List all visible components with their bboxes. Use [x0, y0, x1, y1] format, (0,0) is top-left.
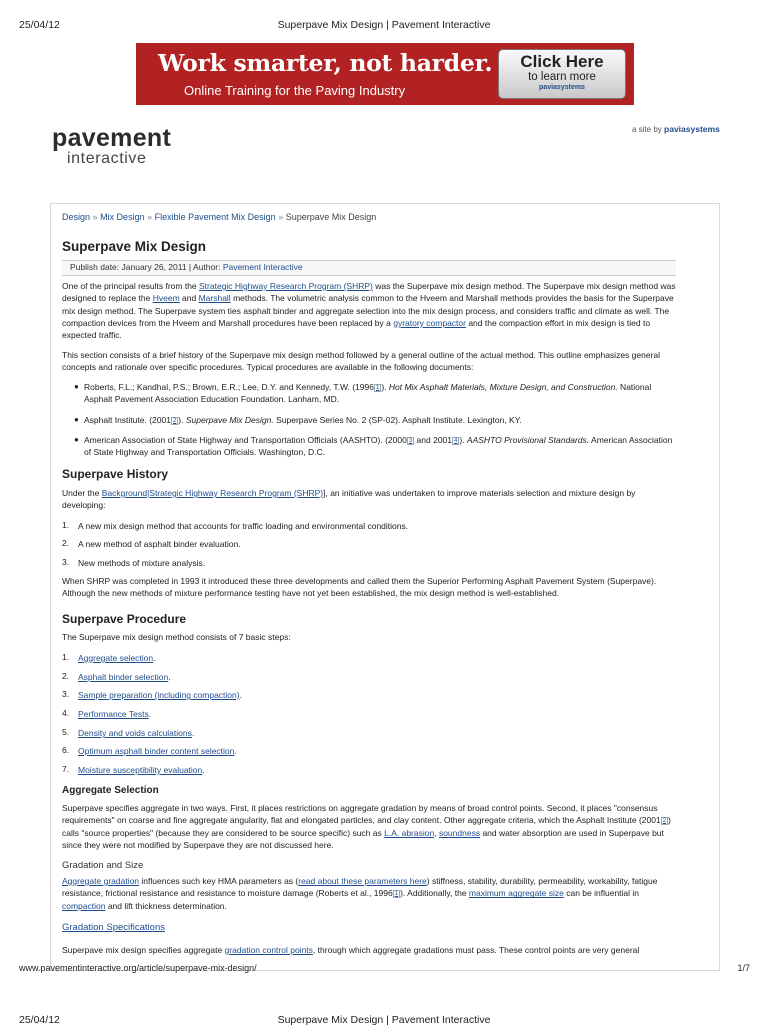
- reference-item: [84, 381, 678, 406]
- gradation-text: ). Additionally, the: [400, 888, 469, 899]
- gradation-paragraph: [62, 875, 676, 912]
- procedure-heading: Superpave Procedure: [62, 612, 187, 626]
- ref-text: and 2001: [414, 435, 453, 445]
- gradation-heading: Gradation and Size: [62, 860, 144, 871]
- la-abrasion-link[interactable]: L.A. abrasion: [384, 827, 435, 838]
- banner-brand-logo: paviasystems: [539, 84, 585, 91]
- intro-text: methods. The volumetric analysis common to the Hveem and Marshall methods provides the basis for the Superpave mix design method. The Superpave system ties asphalt binder and aggregate selection into the mix design process, and considers traffic and climate as well. The compaction devices from the Hveem and Marshall procedures have been replaced by a: [62, 293, 674, 328]
- citation-link[interactable]: 1: [394, 891, 399, 898]
- publish-info: [70, 262, 303, 272]
- list-number: 6.: [62, 745, 70, 755]
- aggregate-text: ) calls "source properties" (because they are considered to be source specific) such as: [62, 815, 671, 838]
- gradation-specs-heading: [62, 922, 165, 933]
- reference-item: [84, 414, 678, 426]
- ref-text: Asphalt Institute. (2001: [84, 415, 171, 425]
- list-number: 2.: [62, 538, 70, 548]
- ref-text: National Asphalt Pavement Association Education Foundation. Lanham, MD.: [84, 382, 652, 405]
- list-number: 3.: [62, 557, 70, 567]
- click-here-button[interactable]: [498, 49, 626, 99]
- gradation-text: can be influential in: [563, 888, 640, 899]
- aggregate-heading: Aggregate Selection: [62, 785, 159, 796]
- banner-subline: Online Training for the Paving Industry: [184, 83, 406, 98]
- breadcrumb-separator: »: [147, 212, 153, 222]
- bullet-icon: ●: [74, 382, 79, 391]
- intro-text: was the Superpave mix design method. The Superpave mix design method was designed to replace the: [62, 281, 676, 304]
- learn-more-label: to learn more: [528, 71, 596, 83]
- gradspec-text: Superpave mix design specifies aggregate: [62, 945, 225, 955]
- history-item: A new mix design method that accounts for traffic loading and environmental conditions.: [78, 521, 409, 531]
- ad-banner[interactable]: [136, 43, 634, 105]
- citation-link[interactable]: 1: [375, 385, 380, 391]
- procedure-step: [78, 727, 672, 739]
- gradation-text: influences such key HMA parameters as (: [139, 876, 299, 886]
- gradation-specs-paragraph: [62, 944, 676, 956]
- soundness-link[interactable]: soundness: [438, 827, 481, 838]
- author-link[interactable]: Pavement Interactive: [222, 262, 303, 272]
- breadcrumb-mix-design[interactable]: Mix Design: [100, 212, 145, 222]
- site-logo-pavement[interactable]: pavement: [52, 124, 172, 152]
- gradation-specs-link[interactable]: Gradation Specifications: [62, 922, 165, 933]
- aggregate-text: ,: [434, 827, 439, 838]
- aggregate-selection-link[interactable]: Aggregate selection: [78, 653, 154, 663]
- list-number: 1.: [62, 652, 70, 662]
- ref-text: American Association of State Highway and Transportation Officials. Washington, D.C.: [84, 435, 673, 458]
- procedure-step: [78, 671, 672, 683]
- bullet-icon: ●: [74, 435, 79, 444]
- ref-text: American Association of State Highway and Transportation Officials (AASHTO). (2000: [84, 435, 407, 445]
- compaction-link[interactable]: compaction: [62, 900, 106, 911]
- page-number: 1/7: [737, 963, 750, 973]
- shrp-background-link[interactable]: Background|Strategic Highway Research Program (SHRP): [101, 488, 324, 498]
- ref-title: Superpave Mix Design.: [185, 415, 274, 425]
- period: .: [191, 728, 195, 738]
- content-card: [50, 203, 720, 971]
- publish-bar: [62, 260, 676, 276]
- history-heading: Superpave History: [62, 467, 169, 481]
- procedure-intro: The Superpave mix design method consists of 7 basic steps:: [62, 632, 291, 642]
- period: .: [202, 765, 205, 775]
- ref-text: ).: [178, 415, 186, 425]
- breadcrumb-separator: »: [92, 212, 98, 222]
- ref-text: Superpave Series No. 2 (SP-02). Asphalt Institute. Lexington, KY.: [273, 415, 522, 425]
- intro-text: One of the principal results from the: [62, 281, 200, 291]
- list-number: 7.: [62, 764, 70, 774]
- intro-text: and the compaction effort in mix design is tied to expected traffic.: [62, 317, 651, 341]
- gyratory-compactor-link[interactable]: gyratory compactor: [393, 317, 466, 328]
- citation-link[interactable]: 2: [172, 418, 177, 424]
- history-text: ], an initiative was undertaken to improve materials selection and mixture design by developing:: [62, 488, 636, 511]
- intro-paragraph: [62, 280, 676, 341]
- publish-label: Publish date: January 26, 2011 | Author:: [70, 262, 221, 272]
- print-date: 25/04/12: [19, 19, 60, 31]
- list-number: 3.: [62, 689, 70, 699]
- citation-link[interactable]: 2: [662, 818, 667, 825]
- next-page-date: 25/04/12: [19, 1014, 60, 1026]
- breadcrumb-design[interactable]: Design: [62, 212, 91, 222]
- moisture-susceptibility-link[interactable]: Moisture susceptibility evaluation: [78, 765, 203, 775]
- gradspec-text: , through which aggregate gradations must pass. These control points are very general: [312, 945, 640, 955]
- ref-text: Roberts, F.L.; Kandhal, P.S.; Brown, E.R.; Lee, D.Y. and Kennedy, T.W. (1996: [84, 382, 374, 392]
- breadcrumb-flexible-pavement[interactable]: Flexible Pavement Mix Design: [154, 212, 276, 222]
- shrp-link[interactable]: Strategic Highway Research Program (SHRP): [199, 281, 373, 291]
- procedure-step: [78, 689, 672, 701]
- next-page-title: Superpave Mix Design | Pavement Interactive: [277, 1014, 491, 1026]
- bullet-icon: ●: [74, 415, 79, 424]
- ref-title: AASHTO Provisional Standards.: [466, 435, 590, 445]
- reference-item: [84, 434, 678, 459]
- history-item: A new method of asphalt binder evaluation.: [78, 539, 241, 549]
- history-intro: [62, 487, 676, 512]
- site-by-text: a site by: [632, 125, 662, 134]
- list-number: 1.: [62, 520, 70, 530]
- procedure-step: [78, 764, 672, 776]
- site-by-credit: [632, 124, 720, 134]
- optimum-binder-content-link[interactable]: Optimum asphalt binder content selection: [78, 746, 235, 756]
- history-closing: When SHRP was completed in 1993 it introduced these three developments and called them the Superior Performing Asphalt Pavement System (Superpave). Although the new methods of mixture performance testing have not yet been established, the mix design method is well-established.: [62, 576, 657, 599]
- procedure-step: [78, 708, 672, 720]
- period: .: [168, 672, 171, 682]
- page-title: Superpave Mix Design: [62, 239, 207, 254]
- gradation-text: ) stiffness, stability, durability, permeability, workability, fatigue resistance, frictional resistance and resistance to moisture damage (Roberts et al., 1996: [62, 876, 658, 899]
- max-aggregate-size-link[interactable]: maximum aggregate size: [468, 888, 564, 899]
- aggregate-gradation-link[interactable]: Aggregate gradation: [62, 876, 140, 886]
- citation-link[interactable]: 4: [454, 438, 458, 444]
- site-logo-interactive[interactable]: interactive: [67, 150, 147, 167]
- breadcrumb-separator: »: [278, 212, 284, 222]
- banner-headline: Work smarter, not harder.: [158, 49, 493, 77]
- paviasystems-logo[interactable]: paviasystems: [664, 124, 720, 134]
- parameters-link[interactable]: read about these parameters here: [298, 876, 427, 886]
- list-number: 5.: [62, 727, 70, 737]
- gradation-control-points-link[interactable]: gradation control points: [224, 945, 313, 955]
- section-note: This section consists of a brief history of the Superpave mix design method followed by a general outline of the actual method. This outline emphasizes general concepts and rationale over specific procedures. Typical procedures are available in the following documents:: [62, 350, 661, 373]
- ref-text: ).: [381, 382, 389, 392]
- period: .: [148, 709, 152, 719]
- aggregate-paragraph: [62, 802, 676, 851]
- history-text: Under the: [62, 488, 102, 498]
- citation-link[interactable]: 3: [408, 438, 413, 444]
- density-voids-link[interactable]: Density and voids calculations: [78, 728, 192, 738]
- sample-preparation-link[interactable]: Sample preparation (including compaction): [78, 690, 240, 700]
- list-number: 2.: [62, 671, 70, 681]
- period: .: [153, 653, 156, 663]
- ref-text: ).: [459, 435, 467, 445]
- breadcrumb-current: Superpave Mix Design: [285, 212, 377, 222]
- breadcrumb: [62, 212, 376, 222]
- ref-title: Hot Mix Asphalt Materials, Mixture Design, and Construction.: [388, 382, 618, 392]
- aggregate-text: Superpave specifies aggregate in two ways. First, it places restrictions on aggregate gradation by means of broad control points. Second, it places "consensus requirements" on coarse and fine aggregate angularity, flat and elongated particles, and clay content. Other aggregate criteria, which the Asphalt Institute (2001: [62, 803, 661, 826]
- marshall-link[interactable]: Marshall: [198, 293, 231, 304]
- procedure-step: [78, 652, 672, 664]
- print-title: Superpave Mix Design | Pavement Interactive: [277, 19, 491, 31]
- click-here-label: Click Here: [520, 52, 604, 71]
- asphalt-binder-selection-link[interactable]: Asphalt binder selection: [78, 672, 169, 682]
- aggregate-text: and water absorption are used in Superpave but since they were not modified by Superpave they are not discussed here.: [62, 827, 664, 850]
- period: .: [239, 690, 242, 700]
- list-number: 4.: [62, 708, 70, 718]
- period: .: [234, 746, 237, 756]
- procedure-step: [78, 745, 672, 757]
- history-item: New methods of mixture analysis.: [78, 558, 206, 568]
- page-url: www.pavementinteractive.org/article/superpave-mix-design/: [19, 963, 257, 973]
- intro-text: and: [179, 293, 199, 304]
- gradation-text: and lift thickness determination.: [105, 900, 227, 911]
- hveem-link[interactable]: Hveem: [152, 293, 180, 304]
- performance-tests-link[interactable]: Performance Tests: [78, 709, 149, 719]
